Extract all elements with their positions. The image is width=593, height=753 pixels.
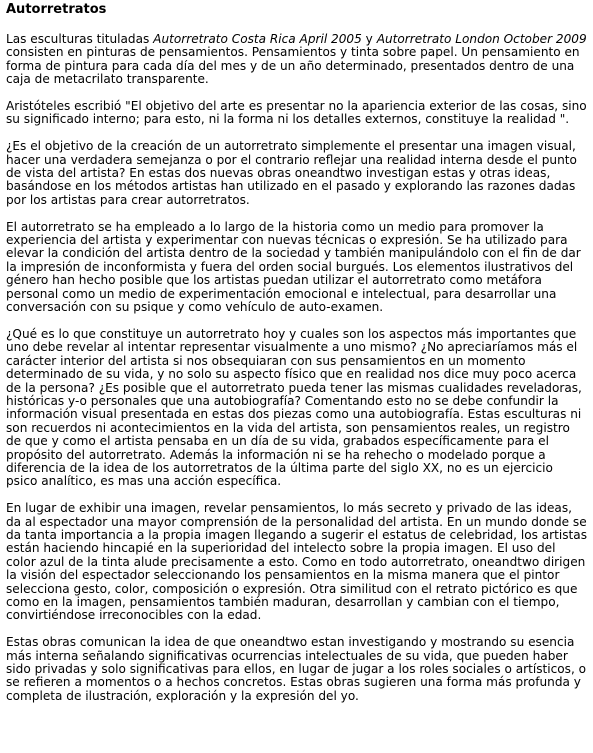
intro-text-3: consisten en pinturas de pensamientos. Pensamientos y tinta sobre papel. Un pensamiento en forma de pintura para cada día del mes y de un año determinado, presentados dentro de una caja de metacrilato transparente. — [6, 45, 580, 87]
page-title: Autorretratos — [6, 2, 107, 17]
work-title-london: Autorretrato London October 2009 — [376, 32, 587, 46]
intro-text-1: Las esculturas tituladas — [6, 32, 154, 46]
work-title-costa-rica: Autorretrato Costa Rica April 2005 — [153, 32, 362, 46]
paragraph-aristotle-quote: Aristóteles escribió "El objetivo del arte es presentar no la apariencia exterior de las cosas, sino su significado interno; para esto, ni la forma ni los detalles externos, constituye la realidad ". — [6, 99, 587, 127]
paragraph-image-thoughts: En lugar de exhibir una imagen, revelar pensamientos, lo más secreto y privado de las ideas, da al espectador una mayor comprensión de la personalidad del artista. En un mundo donde se da tanta importancia a la propia imagen llegando a sugerir el estatus de celebridad, los artistas están haciendo hincapié en la superioridad del intelecto sobre la propia imagen. El uso del color azul de la tinta alude precisamente a esto. Como en todo autorretrato, oneandtwo dirigen la visión del espectador seleccionando los pensamientos en la misma manera que el pintor selecciona gesto, color, composición o expresión. Otra similitud con el retrato pictórico es que como en la imagen, pensamientos también maduran, desarrollan y cambian con el tiempo, convirtiéndose irreconocibles con la edad. — [6, 501, 588, 623]
paragraph-conclusion: Estas obras comunican la idea de que oneandtwo estan investigando y mostrando su esencia más interna señalando significativas ocurrencias intelectuales de su vida, que pueden haber sido privadas y solo significativas para ellos, en lugar de jugar a los roles sociales o artísticos, o se refieren a momentos o a hechos concretos. Estas obras sugieren una forma más profunda y completa de ilustración, exploración y la expresión del yo. — [6, 635, 587, 703]
paragraph-intro — [6, 33, 587, 87]
paragraph-objective: ¿Es el objetivo de la creación de un autorretrato simplemente el presentar una imagen visual, hacer una verdadera semejanza o por el contrario reflejar una realidad interna desde el punto de vista del artista? En estas dos nuevas obras oneandtwo investigan estas y otras ideas, basándose en los métodos artistas han utilizado en el pasado y explorando las razones dadas por los artistas para crear autorretratos. — [6, 139, 577, 207]
intro-text-2: y — [361, 32, 377, 46]
paragraph-questions: ¿Qué es lo que constituye un autorretrato hoy y cuales son los aspectos más importantes que uno debe revelar al intentar representar visualmente a uno mismo? ¿No apreciaríamos más el carácter interior del artista si nos obsequiaran con sus pensamientos en un momento determinado de su vida, y no solo su aspecto físico que en realidad nos dice muy poco acerca de la persona? ¿Es posible que el autorretrato pueda tener las mismas cualidades reveladoras, históricas y-o personales que una autobiografía? Comentando esto no se debe confundir la información visual presentada en estas dos piezas como una autobiografía. Estas esculturas ni son recuerdos ni acontecimientos en la vida del artista, son pensamientos reales, un registro de que y como el artista pensaba en un día de su vida, grabados específicamente para el propósito del autorretrato. Además la información ni se ha rehecho o modelado porque a diferencia de la idea de los autorretratos de la última parte del siglo XX, no es un ejercicio psico analítico, es mas una acción específica. — [6, 326, 582, 489]
paragraph-history: El autorretrato se ha empleado a lo largo de la historia como un medio para promover la experiencia del artista y experimentar con nuevas técnicas o expresión. Se ha utilizado para elevar la condición del artista dentro de la sociedad y también manipulándolo con el fin de dar la impresión de inconformista y fuera del orden social burgués. Los elementos ilustrativos del género han hecho posible que los artistas puedan utilizar el autorretrato como metáfora personal como un medio de experimentación emocional e intelectual, para desarrollar una conversación con su psique y como vehículo de auto-examen. — [6, 219, 581, 315]
